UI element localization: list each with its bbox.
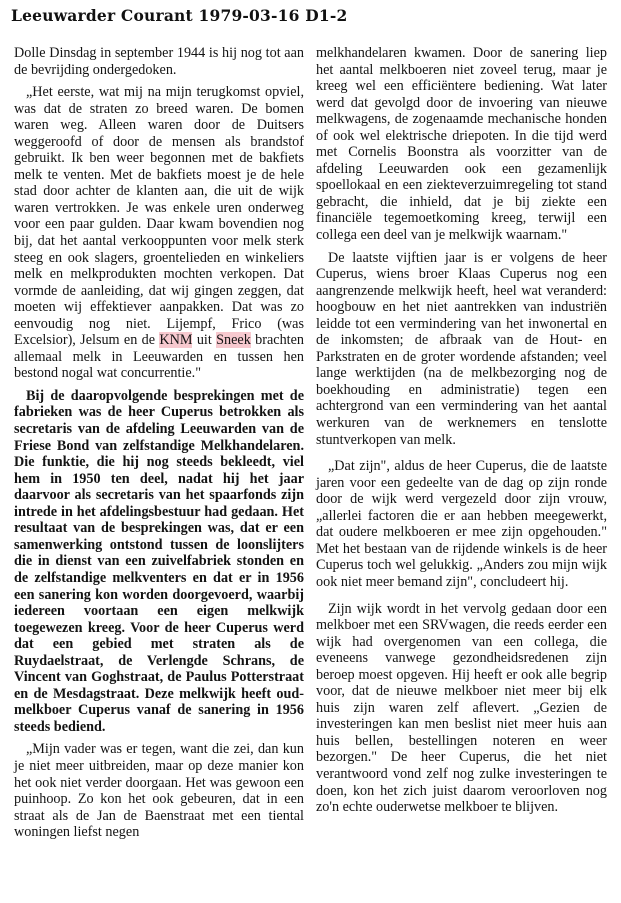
paragraph: „Dat zijn", aldus de heer Cuperus, die de laatste jaren voor een gedeelte van de dag op zijn ronde door de wijk werd vergezeld door zijn vrouw, „allerlei factoren die er aan hebben meegewerkt, dat oudere melkboeren er mee zijn opgehouden." Met het bestaan van de rijdende winkels is de heer Cuperus toch wel gelukkig. „Anders zou mijn wijk ook niet meer bemand zijn", concludeert hij. — [316, 458, 607, 590]
paragraph-text: uit — [192, 332, 217, 349]
paragraph: De laatste vijftien jaar is er volgens de heer Cuperus, wiens broer Klaas Cuperus nog een aangrenzende melkwijk heeft, heel wat veranderd: hoogbouw en het niet aantrekken van industriën leidde tot een vermindering van het inwonertal en de inkomsten; de afbraak van de Hout- en Parkstraten en de groter wordende afstanden; veel lange werktijden (na de melkbezorging nog de boekhouding en administratie) tegen een achtergrond van een vermindering van het aantal werkuren van de werknemers en tenslotte stuntverkopen van melk. — [316, 249, 607, 448]
right-column — [316, 45, 607, 822]
paragraph-text: brachten allemaal melk in Leeuwarden en tussen hen bestond nogal wat concurrentie." — [14, 332, 304, 382]
page-header: Leeuwarder Courant 1979-03-16 D1-2 — [11, 6, 348, 25]
left-column — [14, 45, 304, 847]
paragraph: melkhandelaren kwamen. Door de sanering liep het aantal melkboeren niet zoveel terug, maar je kreeg wel een efficiëntere bediening. Wat later werd dat gevolgd door de invoering van nieuwe melkwagens, de zogenaamde mechanische honden of ook wel elektrische driepoten. In die tijd werd met Cornelis Boonstra als voorzitter van de afdeling Leeuwarden ook een gezamenlijk spoellokaal en een ziekteverzuimregeling tot stand gebracht, die inhield, dat je bij ziekte een financiële tegemoetkoming kreeg, terwijl een collega een deel van je melkwijk waarnam." — [316, 45, 607, 244]
paragraph — [14, 84, 304, 382]
paragraph: Bij de daaropvolgende besprekingen met de fabrieken was de heer Cuperus betrokken als secretaris van de afdeling Leeuwarden van de Friese Bond van zelfstandige Melkhandelaren. Die funktie, die hij nog steeds bekleedt, viel hem in 1950 ten deel, nadat hij het jaar daarvoor als secretaris van het spaarfonds zijn intrede in het afdelingsbestuur had gedaan. Het resultaat van de besprekingen was, dat er een samenwerking ontstond tussen de loonslijters die in dienst van een zuivelfabriek stonden en de zelfstandige melkventers en dat er in 1956 een sanering kon worden doorgevoerd, waarbij iedereen voortaan een eigen melkwijk toegewezen kreeg. Voor de heer Cuperus werd dat een gebied met straten als de Ruydaelstraat, de Verlengde Schrans, de Vincent van Goghstraat, de Paulus Potterstraat en de Mesdagstraat. Deze melkwijk heeft oud-melkboer Cuperus vanaf de sanering in 1956 steeds bediend. — [14, 387, 304, 735]
paragraph-text: „Het eerste, wat mij na mijn terugkomst opviel, was dat de straten zo breed waren. De bomen waren weg. Alleen waren door de Duitsers weggeroofd of door de mensen als brandstof gebruikt. Ik ben weer begonnen met de bakfiets melk te venten. Met de bakfiets moest je de hele stad door achter de klanten aan, die uit de wijk waren vertrokken. Je was enkele uren onderweg voor een paar gulden. Daar kwam bovendien nog bij, dat het aantal verkooppunten voor melk sterk steeg en ook slagers, groentelieden en winkeliers melk en melkprodukten mochten verkopen. Dat vormde de aanleiding, dat wij gingen zeggen, dat moeten wij effektiever aanpakken. Dat was zo eenvoudig nog niet. Lijempf, Frico (was Excelsior), Jelsum en de — [14, 84, 304, 349]
highlighted-term: KNM — [159, 332, 193, 349]
paragraph: „Mijn vader was er tegen, want die zei, dan kun je niet meer uitbreiden, maar op deze manier kon het ook niet verder doorgaan. Het was gewoon een puinhoop. Zo kon het ook gebeuren, dat in een straat als de Jan de Baenstraat met een tiental woningen liefst negen — [14, 741, 304, 841]
highlighted-term: Sneek — [216, 332, 251, 349]
paragraph: Dolle Dinsdag in september 1944 is hij nog tot aan de bevrijding ondergedoken. — [14, 45, 304, 78]
paragraph: Zijn wijk wordt in het vervolg gedaan door een melkboer met een SRVwagen, die reeds eerder een wijk had overgenomen van een collega, die eveneens vanwege gezondheidsredenen zijn beroep moest opgeven. Hij heeft er ook alle begrip voor, dat de nieuwe melkboer niet meer bij elk huis zijn waren zelf aflevert. „Gezien de investeringen kan men beslist niet meer huis aan huis bellen, bestellingen noteren en weer bezorgen." De heer Cuperus, die het niet verantwoord vond zelf nog zulke investeringen te doen, kon het zich juist daarom veroorloven nog zo'n echte ouderwetse melkboer te blijven. — [316, 600, 607, 816]
